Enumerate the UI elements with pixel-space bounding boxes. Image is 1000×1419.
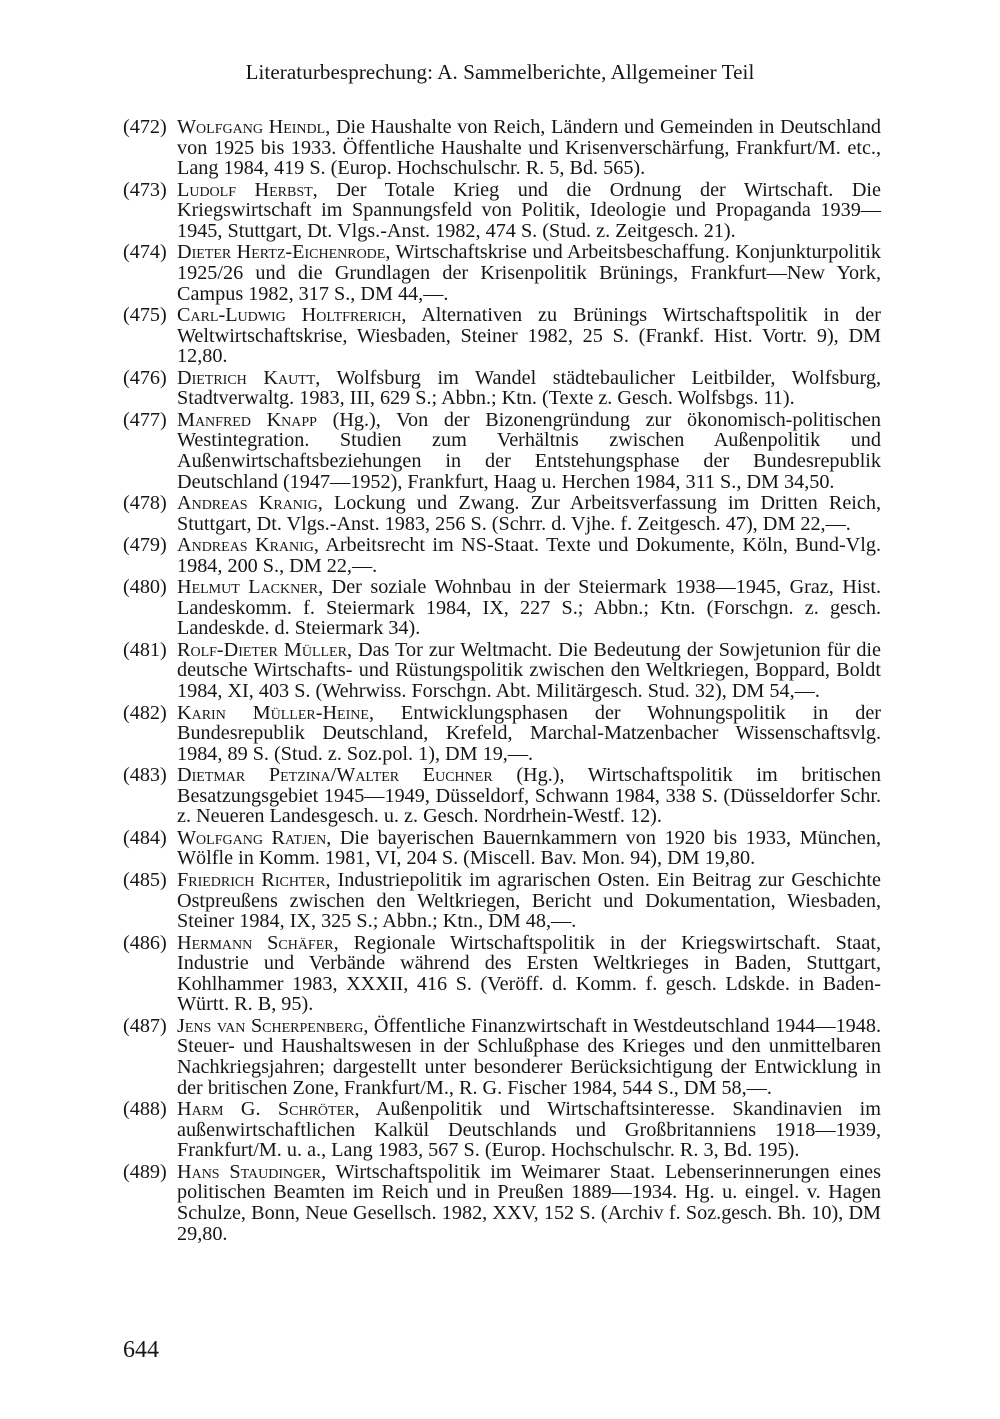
entry-body: , Außenpolitik und Wirtschaftsinteresse. Skandinavien im außenwirtschaftlichen Kalkül Deutschlands und Großbritanniens 1918—1939, Frankfurt/M. u. a., Lang 1983, 567 S. (Europ. Hochschulschr. R. 3, Bd. 195).	[177, 1098, 881, 1162]
entry-number: (486)	[123, 931, 167, 954]
entry-number: (487)	[123, 1014, 167, 1037]
entry-text	[177, 180, 881, 242]
entry-body: , Lockung und Zwang. Zur Arbeitsverfassung im Dritten Reich, Stuttgart, Dt. Vlgs.-Anst. 1983, 256 S. (Schrr. d. Vjhe. f. Zeitgesch. 47), DM 22,—.	[177, 492, 881, 535]
bibliography-entry	[123, 577, 881, 639]
entry-body: , Der soziale Wohnbau in der Steiermark 1938—1945, Graz, Hist. Landeskomm. f. Steiermark 1984, IX, 227 S.; Abbn.; Ktn. (Forschgn. z. gesch. Landeskde. d. Steiermark 34).	[177, 576, 882, 640]
entry-body: , Die Haushalte von Reich, Ländern und Gemeinden in Deutschland von 1925 bis 1933. Öffentliche Haushalte und Krisenverschärfung, Frankfurt/M. etc., Lang 1984, 419 S. (Europ. Hochschulschr. R. 5, Bd. 565).	[177, 116, 882, 180]
entry-body: , Das Tor zur Weltmacht. Die Bedeutung der Sowjetunion für die deutsche Wirtschafts- und Rüstungspolitik zwischen den Weltkriegen, Boppard, Boldt 1984, XI, 403 S. (Wehrwiss. Forschgn. Abt. Militärgesch. Stud. 32), DM 54,—.	[177, 638, 881, 703]
entry-author: Harm G. Schröter	[177, 1098, 355, 1121]
entry-author: Wolfgang Ratjen	[177, 826, 327, 849]
entry-number: (473)	[123, 178, 167, 201]
entry-body: , Die bayerischen Bauernkammern von 1920 bis 1933, München, Wölfle in Komm. 1981, VI, 204 S. (Miscell. Bav. Mon. 94), DM 19,80.	[177, 826, 881, 870]
entry-body: , Der Totale Krieg und die Ordnung der Wirtschaft. Die Kriegswirtschaft im Spannungsfeld von Politik, Ideologie und Propaganda 1939—1945, Stuttgart, Dt. Vlgs.-Anst. 1982, 474 S. (Stud. z. Zeitgesch. 21).	[177, 178, 881, 242]
entry-text	[177, 933, 881, 1015]
entry-author: Jens van Scherpenberg	[177, 1014, 364, 1037]
entry-number: (474)	[123, 241, 167, 264]
bibliography-entry	[123, 180, 881, 242]
entry-number: (489)	[123, 1160, 167, 1183]
entry-body: , Regionale Wirtschaftspolitik in der Kriegswirtschaft. Staat, Industrie und Verbände während des Ersten Weltkrieges in Baden, Stuttgart, Kohlhammer 1983, XXXII, 416 S. (Veröff. d. Komm. f. gesch. Ldskde. in Baden-Württ. R. B, 95).	[177, 931, 881, 1016]
bibliography-entry	[123, 117, 881, 179]
entry-text	[177, 703, 881, 765]
bibliography-entry	[123, 1099, 881, 1161]
entry-number: (480)	[123, 576, 167, 599]
bibliography-entry	[123, 410, 881, 492]
bibliography-entry	[123, 242, 881, 304]
entry-text	[177, 1162, 881, 1244]
entry-author: Andreas Kranig	[177, 492, 318, 515]
entry-number: (483)	[123, 764, 167, 787]
entry-number: (477)	[123, 408, 167, 431]
entry-number: (482)	[123, 701, 167, 724]
bibliography-entry	[123, 765, 881, 827]
entry-author: Wolfgang Heindl	[177, 116, 326, 138]
bibliography-entry	[123, 933, 881, 1015]
entry-body: , Wirtschaftskrise und Arbeitsbeschaffung. Konjunkturpolitik 1925/26 und die Grundlagen der Krisenpolitik Brünings, Frankfurt—New York, Campus 1982, 317 S., DM 44,—.	[177, 241, 881, 305]
entry-author: Manfred Knapp	[177, 408, 317, 431]
entry-text	[177, 368, 881, 409]
bibliography-entry	[123, 535, 881, 576]
entry-text	[177, 1099, 881, 1161]
bibliography-entry	[123, 640, 881, 702]
entry-author: Andreas Kranig	[177, 534, 314, 557]
bibliography-entry	[123, 1016, 881, 1098]
entry-number: (484)	[123, 826, 167, 849]
entry-author: Dieter Hertz-Eichenrode	[177, 241, 386, 264]
entry-text	[177, 640, 881, 702]
entry-body: (Hg.), Von der Bizonengründung zur ökonomisch-politischen Westintegration. Studien zum Verhältnis zwischen Außenpolitik und Außenwirtschaftsbeziehungen in der Entstehungsphase der Bundesrepublik Deutschland (1947—1952), Frankfurt, Haag u. Herchen 1984, 311 S., DM 34,50.	[177, 408, 881, 493]
entry-text	[177, 535, 881, 576]
entry-body: , Arbeitsrecht im NS-Staat. Texte und Dokumente, Köln, Bund-Vlg. 1984, 200 S., DM 22,—.	[177, 534, 881, 577]
entry-text	[177, 410, 881, 492]
bibliography-entry	[123, 870, 881, 932]
entry-text	[177, 765, 881, 827]
entry-text	[177, 242, 881, 304]
entry-text	[177, 493, 881, 534]
entry-number: (481)	[123, 638, 167, 661]
entry-number: (488)	[123, 1098, 167, 1121]
entry-body: (Hg.), Wirtschaftspolitik im britischen Besatzungsgebiet 1945—1949, Düsseldorf, Schwann 1984, 338 S. (Düsseldorfer Schr. z. Neueren Landesgesch. u. z. Gesch. Nordrhein-Westf. 12).	[177, 764, 881, 828]
bibliography-entry	[123, 493, 881, 534]
bibliography-entry	[123, 703, 881, 765]
bibliography-entry	[123, 368, 881, 409]
running-header: Literaturbesprechung: A. Sammelberichte, Allgemeiner Teil	[245, 60, 755, 84]
entry-text	[177, 577, 881, 639]
entry-author: Rolf-Dieter Müller	[177, 638, 347, 661]
entry-body: , Wirtschaftspolitik im Weimarer Staat. Lebenserinnerungen eines politischen Beamten im Reich und in Preußen 1889—1934. Hg. u. eingel. v. Hagen Schulze, Bonn, Neue Gesellsch. 1982, XXV, 152 S. (Archiv f. Soz.gesch. Bh. 10), DM 29,80.	[177, 1160, 881, 1245]
entry-number: (472)	[123, 116, 167, 138]
entry-number: (485)	[123, 868, 167, 891]
entry-text	[177, 117, 881, 179]
entry-body: , Alternativen zu Brünings Wirtschaftspolitik in der Weltwirtschaftskrise, Wiesbaden, Steiner 1982, 25 S. (Frankf. Hist. Vortr. 9), DM 12,80.	[177, 304, 881, 368]
entry-number: (476)	[123, 366, 167, 389]
entry-author: Friedrich Richter	[177, 868, 326, 891]
entry-author: Helmut Lackner	[177, 576, 319, 599]
entry-text	[177, 305, 881, 367]
entry-body: , Wolfsburg im Wandel städtebaulicher Leitbilder, Wolfsburg, Stadtverwaltg. 1983, III, 629 S.; Abbn.; Ktn. (Texte z. Gesch. Wolfsbgs. 11).	[177, 366, 881, 410]
entry-number: (475)	[123, 304, 167, 327]
bibliography-entry	[123, 305, 881, 367]
bibliography-list	[123, 117, 881, 1245]
entry-author: Hans Staudinger	[177, 1160, 322, 1183]
entry-body: , Entwicklungsphasen der Wohnungspolitik in der Bundesrepublik Deutschland, Krefeld, Marchal-Matzenbacher Wissenschaftsvlg. 1984, 89 S. (Stud. z. Soz.pol. 1), DM 19,—.	[177, 701, 882, 765]
entry-author: Hermann Schäfer	[177, 931, 334, 954]
entry-author: Dietmar Petzina/Walter Euchner	[177, 764, 493, 787]
entry-author: Ludolf Herbst	[177, 178, 313, 201]
entry-text	[177, 828, 881, 869]
entry-author: Carl-Ludwig Holtfrerich	[177, 304, 402, 327]
entry-number: (478)	[123, 492, 167, 515]
page-number: 644	[123, 1337, 159, 1363]
entry-text	[177, 870, 881, 932]
entry-body: , Industriepolitik im agrarischen Osten. Ein Beitrag zur Geschichte Ostpreußens zwischen den Weltkriegen, Bericht und Dokumentation, Wiesbaden, Steiner 1984, IX, 325 S.; Abbn.; Ktn., DM 48,—.	[177, 868, 881, 933]
bibliography-entry	[123, 828, 881, 869]
entry-number: (479)	[123, 534, 167, 557]
entry-text	[177, 1016, 881, 1098]
bibliography-entry	[123, 1162, 881, 1244]
entry-author: Karin Müller-Heine	[177, 701, 369, 724]
entry-author: Dietrich Kautt	[177, 366, 316, 389]
entry-body: , Öffentliche Finanzwirtschaft in Westdeutschland 1944—1948. Steuer- und Haushaltswesen in der Schlußphase des Krieges und den unmittelbaren Nachkriegsjahren; dargestellt unter besonderer Berücksichtigung der Entwicklung in der britischen Zone, Frankfurt/M., R. G. Fischer 1984, 544 S., DM 58,—.	[177, 1014, 881, 1099]
